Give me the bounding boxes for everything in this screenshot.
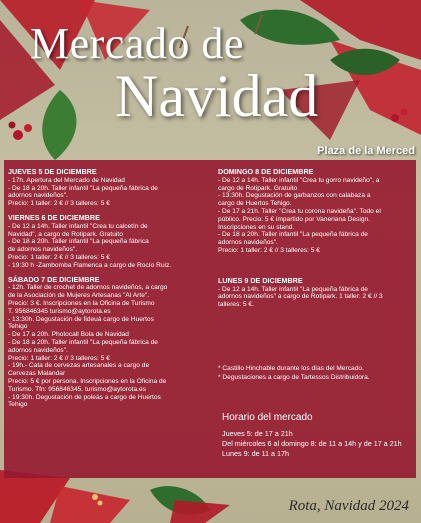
market-schedule — [222, 412, 412, 459]
day-section — [8, 276, 204, 410]
day-heading: VIERNES 6 DE DICIEMBRE — [8, 212, 100, 222]
event-line: T. 956846345 turismo@aytorota.es — [8, 307, 111, 315]
event-line: adornos navideños" a cargo de Rotipark. 1 taller: 2 € // 3 — [218, 293, 383, 301]
event-line: - 13:30h. Degustación de fideuá cargo de Huertos — [8, 315, 154, 323]
day-heading: DOMINGO 8 DE DICIEMBRE — [218, 167, 314, 176]
day-section — [8, 168, 204, 208]
left-column — [8, 168, 204, 415]
right-column — [218, 168, 410, 315]
event-line: talleres: 5 €. — [218, 301, 254, 309]
schedule-line: Jueves 5: de 17 a 21h — [222, 429, 293, 438]
note-line: * Castillo Hinchable durante los días del Mercado. — [218, 365, 364, 372]
event-line: - De 18 a 20h. Taller infantil "La pequeña fábrica de — [8, 184, 158, 192]
event-line: Cervezas Malandar — [8, 370, 66, 378]
event-line: de la Asociación de Mujeres Artesanas "Al Arte". — [8, 292, 150, 300]
day-heading: SÁBADO 7 DE DICIEMBRE — [8, 274, 100, 284]
event-line: - 12h. Taller de crochet de adornos navideños, a cargo — [8, 284, 168, 292]
event-line: - 13:30h. Degustación de garbanzos con calabaza a — [218, 192, 371, 200]
event-line: cargo de Huertos Tehigo. — [218, 200, 292, 208]
event-line: Tehigo — [8, 401, 28, 409]
day-heading: LUNES 9 DE DICIEMBRE — [218, 275, 303, 285]
event-line: Precio: 1 taller: 2 € // 3 talleres: 5 € — [8, 253, 110, 261]
day-section — [8, 214, 204, 270]
event-line: Precio: 5 € por persona. Inscripciones en la Oficina de — [8, 377, 167, 385]
event-line: - De 17 a 21h. Taller "Crea tu corona navideña". Todo el — [218, 207, 381, 215]
event-line: - 19h.- Cata de cervezas artesanales a cargo de — [8, 362, 150, 370]
event-line: - De 18 a 20h. Taller infantil "La pequeña fábrica — [8, 238, 149, 246]
event-line: - De 12 a 14h. Taller infantil "Crea tu gorro navideño", a — [218, 176, 380, 184]
day-section — [218, 277, 410, 309]
notes — [218, 364, 410, 382]
subtitle: Plaza de la Merced — [317, 145, 415, 157]
note-line: * Degustaciones a cargo de Tartessos Distribuidora. — [218, 374, 370, 381]
footer-signature: Rota, Navidad 2024 — [288, 498, 409, 514]
event-line: Inscripciones en su stand. — [218, 223, 295, 231]
event-line: - De 12 a 14h. Taller infantil "La pequeña fábrica de — [218, 285, 368, 293]
event-line: Navidad", a cargo de Rotipark. Gratuito — [8, 230, 123, 238]
event-line: - De 17 a 20h. Photocall Bola de Navidad — [8, 331, 129, 339]
event-line: Precio: 1 taller: 2 € // 3 talleres: 5 € — [218, 246, 320, 254]
event-line: Precio: 3 €. Inscripciones en la Oficina de Turismo — [8, 299, 155, 307]
day-heading: JUEVES 5 DE DICIEMBRE — [8, 167, 97, 176]
event-line: de adornos navideños". — [8, 246, 78, 254]
schedule-heading: Horario del mercado — [222, 412, 313, 423]
event-line: adornos navideños". — [218, 239, 278, 247]
title-line-2: Navidad — [115, 63, 319, 129]
event-line: - 17h. Apertura del Mercado de Navidad — [8, 176, 125, 184]
schedule-line: Lunes 9: de 11 a 17h — [222, 449, 290, 458]
event-line: - 19:30 h -Zambomba Flamenca a cargo de Rocío Ruiz. — [8, 261, 172, 269]
day-section — [218, 168, 410, 255]
event-line: Turismo. Tfn: 956846345. turismo@aytorota.es — [8, 385, 146, 393]
event-line: adornos navideños". — [8, 192, 68, 200]
event-line: - De 18 a 20h. Taller infantil "La pequeña fábrica de — [8, 338, 158, 346]
schedule-line: Del miércoles 6 al domingo 8: de 11 a 14h y de 17 a 21h — [222, 439, 402, 448]
event-line: Precio: 1 taller: 2 € // 3 talleres: 5 € — [8, 354, 110, 362]
event-line: cargo de Rotipark. Gratuito — [218, 184, 298, 192]
event-line: Tehigo — [8, 323, 28, 331]
event-line: - De 12 a 14h. Taller infantil "Crea tu calcetín de — [8, 222, 148, 230]
title-line-1: Mercado de — [30, 19, 244, 68]
event-line: adornos navideños". — [8, 346, 68, 354]
event-line: Precio: 1 taller: 2 € // 3 talleres: 5 € — [8, 200, 110, 208]
event-line: - De 18 a 20h. Taller infantil "La pequeña fábrica de — [218, 231, 368, 239]
event-line: público. Precio: 5 € impartido por Vaneriana Design. — [218, 215, 370, 223]
event-line: - 19:30h. Degustación de poleás a cargo de Huertos — [8, 393, 161, 401]
